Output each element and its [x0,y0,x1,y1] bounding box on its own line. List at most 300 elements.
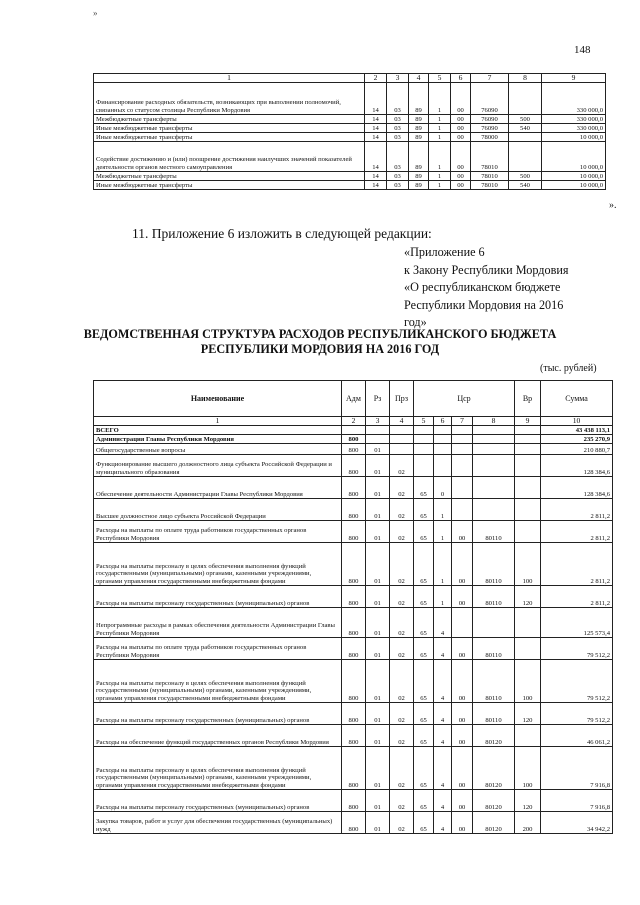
row-value-cell: 78010 [471,172,509,181]
row-value-cell: 03 [387,181,409,190]
row-value-cell: 14 [365,83,387,115]
row-value-cell: 03 [387,172,409,181]
row-value-cell: 80110 [473,586,515,608]
row-value-cell: 4 [434,660,452,703]
row-value-cell: 800 [342,638,366,660]
column-number-row [94,74,606,83]
units-label: (тыс. рублей) [540,363,597,374]
row-name-cell: Общегосударственные вопросы [94,444,342,455]
row-value-cell [452,608,473,638]
column-number: 10 [541,417,613,426]
row-value-cell: 03 [387,142,409,172]
table-row [94,703,613,725]
row-value-cell: 79 512,2 [541,660,613,703]
row-value-cell: 1 [429,181,451,190]
table-row [94,499,613,521]
row-value-cell: 89 [409,142,429,172]
row-value-cell: 80120 [473,747,515,790]
title-line: РЕСПУБЛИКИ МОРДОВИЯ НА 2016 ГОД [200,341,440,356]
column-number: 2 [342,417,366,426]
closing-quote: ». [609,200,617,211]
row-value-cell: 10 000,0 [542,142,606,172]
row-value-cell: 14 [365,142,387,172]
row-value-cell: 01 [366,521,390,543]
table-row [94,435,613,444]
row-value-cell: 80120 [473,790,515,812]
row-value-cell: 01 [366,725,390,747]
row-value-cell: 80110 [473,521,515,543]
row-value-cell: 78000 [471,133,509,142]
row-value-cell [414,426,434,435]
row-value-cell: 65 [414,586,434,608]
row-value-cell: 80120 [473,812,515,834]
row-value-cell: 200 [515,812,541,834]
row-value-cell: 7 916,8 [541,790,613,812]
row-value-cell: 65 [414,747,434,790]
table-row [94,812,613,834]
row-value-cell: 02 [390,703,414,725]
row-value-cell: 330 000,0 [542,115,606,124]
table-row [94,181,606,190]
row-name-cell: ВСЕГО [94,426,342,435]
row-value-cell: 0 [434,477,452,499]
column-number: 8 [473,417,515,426]
row-name-cell: Иные межбюджетные трансферты [94,133,365,142]
row-name-cell: Администрация Главы Республики Мордовия [94,435,342,444]
column-number: 1 [94,417,342,426]
row-value-cell [390,435,414,444]
row-value-cell: 02 [390,455,414,477]
row-value-cell: 01 [366,586,390,608]
appendix-line: Республики Мордовия на 2016 [404,297,564,312]
row-value-cell: 01 [366,703,390,725]
row-value-cell [515,435,541,444]
row-name-cell: Непрограммные расходы в рамках обеспечения деятельности Администрации Главы Республики Мордовия [94,608,342,638]
row-value-cell [473,608,515,638]
row-value-cell: 02 [390,747,414,790]
row-value-cell: 500 [509,172,542,181]
row-value-cell [414,455,434,477]
row-value-cell [434,444,452,455]
row-value-cell: 65 [414,660,434,703]
row-value-cell: 00 [451,181,471,190]
header-name: Наименование [94,381,342,417]
row-value-cell: 46 061,2 [541,725,613,747]
row-value-cell: 800 [342,499,366,521]
row-name-cell: Обеспечение деятельности Администрации Главы Республики Мордовия [94,477,342,499]
row-value-cell [515,444,541,455]
row-value-cell: 800 [342,435,366,444]
row-value-cell: 1 [429,83,451,115]
row-value-cell: 1 [434,586,452,608]
row-value-cell: 80110 [473,543,515,586]
row-value-cell: 1 [429,172,451,181]
row-value-cell [366,435,390,444]
column-number: 9 [515,417,541,426]
row-value-cell: 80120 [473,725,515,747]
row-value-cell [473,455,515,477]
row-value-cell: 02 [390,660,414,703]
column-number: 4 [390,417,414,426]
column-number: 1 [94,74,365,83]
column-number: 4 [409,74,429,83]
row-value-cell: 03 [387,124,409,133]
row-value-cell: 120 [515,586,541,608]
row-value-cell: 76090 [471,83,509,115]
table-row [94,426,613,435]
row-value-cell: 65 [414,499,434,521]
row-value-cell [509,142,542,172]
row-value-cell: 00 [452,521,473,543]
table-row [94,521,613,543]
row-value-cell [434,435,452,444]
row-value-cell: 65 [414,521,434,543]
row-value-cell: 01 [366,812,390,834]
header-prz: Прз [390,381,414,417]
row-name-cell: Закупка товаров, работ и услуг для обеспечения государственных (муниципальных) нужд [94,812,342,834]
row-value-cell: 78010 [471,181,509,190]
row-value-cell: 00 [451,142,471,172]
item-11-text: 11. Приложение 6 изложить в следующей редакции: [132,226,432,241]
row-value-cell: 800 [342,521,366,543]
row-value-cell: 125 573,4 [541,608,613,638]
row-value-cell [515,608,541,638]
row-value-cell: 4 [434,638,452,660]
row-value-cell: 79 512,2 [541,638,613,660]
header-vr: Вр [515,381,541,417]
row-name-cell: Расходы на выплаты персоналу государственных (муниципальных) органов [94,586,342,608]
row-value-cell: 78010 [471,142,509,172]
header-csr: Цср [414,381,515,417]
row-value-cell: 540 [509,181,542,190]
row-value-cell [342,426,366,435]
row-value-cell: 65 [414,703,434,725]
table-row [94,133,606,142]
row-value-cell: 65 [414,477,434,499]
row-value-cell: 00 [452,725,473,747]
header-rz: Рз [366,381,390,417]
row-value-cell [390,444,414,455]
row-value-cell: 7 916,8 [541,747,613,790]
row-name-cell: Иные межбюджетные трансферты [94,181,365,190]
row-value-cell: 80110 [473,638,515,660]
row-value-cell: 65 [414,812,434,834]
row-value-cell: 03 [387,115,409,124]
row-value-cell [515,477,541,499]
row-value-cell: 4 [434,703,452,725]
row-value-cell: 128 384,6 [541,455,613,477]
row-value-cell: 34 942,2 [541,812,613,834]
row-value-cell: 100 [515,747,541,790]
table-row [94,725,613,747]
row-value-cell: 120 [515,703,541,725]
row-value-cell [473,435,515,444]
row-value-cell: 2 811,2 [541,543,613,586]
row-value-cell: 89 [409,124,429,133]
row-value-cell: 01 [366,747,390,790]
row-value-cell: 800 [342,608,366,638]
row-value-cell: 100 [515,660,541,703]
row-value-cell: 14 [365,133,387,142]
row-value-cell: 02 [390,638,414,660]
row-value-cell: 800 [342,477,366,499]
row-value-cell: 00 [452,812,473,834]
row-value-cell: 14 [365,124,387,133]
column-number: 3 [366,417,390,426]
row-value-cell: 02 [390,477,414,499]
column-number: 9 [542,74,606,83]
appendix-line: «О республиканском бюджете [404,280,561,294]
row-value-cell [515,521,541,543]
table-row [94,477,613,499]
row-value-cell: 500 [509,115,542,124]
row-name-cell: Высшее должностное лицо субъекта Российской Федерации [94,499,342,521]
row-value-cell [473,444,515,455]
row-value-cell [515,499,541,521]
column-number: 7 [471,74,509,83]
header-sum: Сумма [541,381,613,417]
row-value-cell: 800 [342,725,366,747]
row-value-cell: 89 [409,115,429,124]
row-value-cell: 4 [434,725,452,747]
table-row [94,172,606,181]
row-value-cell: 4 [434,812,452,834]
row-value-cell: 00 [452,703,473,725]
column-number: 5 [414,417,434,426]
row-value-cell: 4 [434,790,452,812]
title-line: ВЕДОМСТВЕННАЯ СТРУКТУРА РАСХОДОВ РЕСПУБЛИКАНСКОГО БЮДЖЕТА [83,327,557,341]
document-title [0,327,640,356]
table-row [94,115,606,124]
row-value-cell: 14 [365,181,387,190]
row-value-cell: 01 [366,477,390,499]
row-name-cell: Расходы на обеспечение функций государственных органов Республики Мордовия [94,725,342,747]
row-value-cell: 14 [365,172,387,181]
row-value-cell: 01 [366,543,390,586]
table-row [94,124,606,133]
row-value-cell: 80110 [473,703,515,725]
row-value-cell [515,638,541,660]
row-value-cell: 01 [366,444,390,455]
row-value-cell: 76090 [471,115,509,124]
row-value-cell: 100 [515,543,541,586]
table-row [94,455,613,477]
column-number: 6 [451,74,471,83]
row-value-cell: 330 000,0 [542,124,606,133]
table-row [94,586,613,608]
column-number: 7 [452,417,473,426]
row-value-cell [390,426,414,435]
row-value-cell: 00 [452,543,473,586]
row-value-cell [515,426,541,435]
row-value-cell: 00 [452,790,473,812]
row-value-cell [452,455,473,477]
row-value-cell: 01 [366,455,390,477]
row-value-cell: 89 [409,181,429,190]
row-value-cell: 4 [434,747,452,790]
row-value-cell: 89 [409,83,429,115]
row-value-cell: 03 [387,83,409,115]
table-row [94,747,613,790]
row-value-cell [452,477,473,499]
row-value-cell: 00 [452,638,473,660]
row-value-cell [515,455,541,477]
row-value-cell: 800 [342,543,366,586]
row-value-cell: 1 [429,115,451,124]
row-value-cell: 128 384,6 [541,477,613,499]
table-row [94,83,606,115]
row-value-cell: 10 000,0 [542,133,606,142]
table-row [94,444,613,455]
row-value-cell: 01 [366,638,390,660]
row-value-cell: 540 [509,124,542,133]
column-number: 3 [387,74,409,83]
column-number: 2 [365,74,387,83]
row-name-cell: Расходы на выплаты по оплате труда работников государственных органов Республики Мордовия [94,638,342,660]
column-number: 6 [434,417,452,426]
row-value-cell: 65 [414,608,434,638]
row-name-cell: Межбюджетные трансферты [94,172,365,181]
row-value-cell: 02 [390,790,414,812]
row-value-cell: 01 [366,660,390,703]
row-value-cell [509,133,542,142]
row-value-cell: 76090 [471,124,509,133]
row-value-cell: 1 [434,543,452,586]
row-value-cell: 65 [414,725,434,747]
row-value-cell: 1 [429,142,451,172]
row-value-cell [414,435,434,444]
table-row [94,660,613,703]
row-name-cell: Межбюджетные трансферты [94,115,365,124]
budget-structure-table [93,380,613,834]
row-value-cell: 235 270,9 [541,435,613,444]
row-value-cell: 02 [390,521,414,543]
row-value-cell: 800 [342,660,366,703]
row-name-cell: Иные межбюджетные трансферты [94,124,365,133]
row-value-cell: 2 811,2 [541,521,613,543]
row-name-cell: Функционирование высшего должностного лица субъекта Российской Федерации и муниципального образования [94,455,342,477]
row-value-cell: 10 000,0 [542,181,606,190]
row-value-cell [509,83,542,115]
row-value-cell: 1 [429,124,451,133]
row-value-cell: 14 [365,115,387,124]
row-name-cell: Расходы на выплаты персоналу в целях обеспечения выполнения функций государственными (муниципальными) органами, казенными учреждениями, органами управления государственными внебюджетными фондами [94,660,342,703]
appendix-line: год» [404,315,427,329]
row-value-cell: 800 [342,790,366,812]
row-value-cell: 800 [342,812,366,834]
row-value-cell: 65 [414,543,434,586]
row-value-cell: 800 [342,444,366,455]
row-value-cell: 1 [434,521,452,543]
row-value-cell: 01 [366,790,390,812]
row-name-cell: Расходы на выплаты персоналу в целях обеспечения выполнения функций государственными (муниципальными) органами, казенными учреждениями, органами управления государственными внебюджетными фондами [94,543,342,586]
row-name-cell: Расходы на выплаты персоналу государственных (муниципальных) органов [94,703,342,725]
budget-table-continuation [93,73,606,190]
row-value-cell: 02 [390,725,414,747]
row-value-cell: 89 [409,133,429,142]
column-number: 8 [509,74,542,83]
row-value-cell [473,426,515,435]
table-row [94,142,606,172]
row-value-cell: 10 000,0 [542,172,606,181]
column-number-row [94,417,613,426]
row-value-cell: 1 [429,133,451,142]
row-value-cell: 02 [390,608,414,638]
row-value-cell [473,477,515,499]
row-value-cell: 00 [451,124,471,133]
row-value-cell: 02 [390,586,414,608]
row-value-cell [452,499,473,521]
row-value-cell [414,444,434,455]
row-value-cell: 00 [452,747,473,790]
table-row [94,608,613,638]
row-name-cell: Расходы на выплаты персоналу государственных (муниципальных) органов [94,790,342,812]
header-mark: » [93,8,98,18]
row-value-cell [434,455,452,477]
row-value-cell [515,725,541,747]
row-value-cell: 65 [414,790,434,812]
row-value-cell: 00 [452,660,473,703]
row-value-cell: 00 [451,133,471,142]
row-value-cell [434,426,452,435]
row-name-cell: Содействие достижению и (или) поощрение достижения наилучших значений показателей деятельности органов местного самоуправления [94,142,365,172]
row-value-cell [473,499,515,521]
page-number: 148 [574,44,591,56]
row-value-cell: 01 [366,608,390,638]
row-name-cell: Финансирование расходных обязательств, возникающих при выполнении полномочий, связанных со статусом столицы Республики Мордовия [94,83,365,115]
row-value-cell: 800 [342,455,366,477]
row-value-cell [452,426,473,435]
table-row [94,543,613,586]
row-value-cell: 02 [390,499,414,521]
row-value-cell: 1 [434,499,452,521]
row-value-cell: 43 438 113,1 [541,426,613,435]
appendix-line: «Приложение 6 [404,245,485,259]
row-value-cell: 210 880,7 [541,444,613,455]
row-value-cell: 89 [409,172,429,181]
row-value-cell: 80110 [473,660,515,703]
row-value-cell: 01 [366,499,390,521]
appendix-line: к Закону Республики Мордовия [404,262,569,277]
appendix-header [404,244,568,332]
row-value-cell: 02 [390,812,414,834]
row-value-cell: 02 [390,543,414,586]
column-number: 5 [429,74,451,83]
row-value-cell: 00 [451,172,471,181]
row-name-cell: Расходы на выплаты по оплате труда работников государственных органов Республики Мордовия [94,521,342,543]
row-value-cell [366,426,390,435]
row-value-cell: 00 [451,115,471,124]
table-row [94,638,613,660]
row-value-cell: 79 512,2 [541,703,613,725]
table-row [94,790,613,812]
row-value-cell: 2 811,2 [541,586,613,608]
row-value-cell: 120 [515,790,541,812]
row-value-cell: 800 [342,703,366,725]
row-value-cell [452,435,473,444]
row-value-cell: 800 [342,586,366,608]
row-name-cell: Расходы на выплаты персоналу в целях обеспечения выполнения функций государственными (муниципальными) органами, казенными учреждениями, органами управления государственными внебюджетными фондами [94,747,342,790]
row-value-cell: 2 811,2 [541,499,613,521]
row-value-cell: 65 [414,638,434,660]
row-value-cell: 00 [452,586,473,608]
row-value-cell: 03 [387,133,409,142]
row-value-cell: 330 000,0 [542,83,606,115]
row-value-cell [452,444,473,455]
row-value-cell: 800 [342,747,366,790]
row-value-cell: 4 [434,608,452,638]
row-value-cell: 00 [451,83,471,115]
